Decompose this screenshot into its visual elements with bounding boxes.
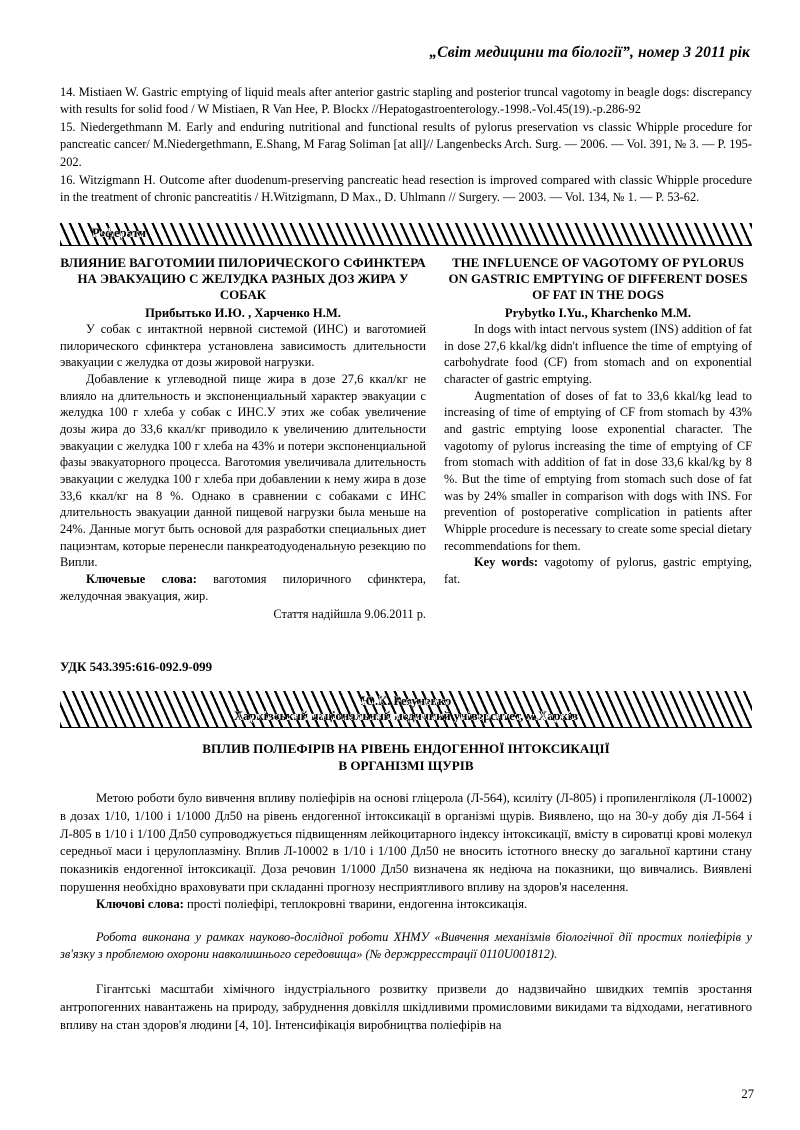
keywords-label: Ключевые слова: bbox=[86, 572, 197, 587]
article1-authors-en: Prybytko I.Yu., Kharchenko M.M. bbox=[504, 305, 692, 320]
article2-affiliation: Харківський національний медичний університет, м.Харків bbox=[233, 709, 579, 724]
page-number: 27 bbox=[741, 1087, 754, 1101]
article1-authors-ru: Прибытько И.Ю. , Харченко Н.М. bbox=[145, 305, 341, 320]
keywords-ru bbox=[60, 571, 426, 604]
article2-introduction: Гігантські масштаби хімічного індустріального розвитку призвели до надзвичайно швидких темпів зростання антропогенних навантажень на природу, забруднення довкілля шкідливими промисловими викидами та відходами, негативного впливу на стан здоров'я людини [4, 10]. Інтенсифікація виробництва поліефірів на bbox=[60, 982, 752, 1032]
article2-abstract: Метою роботи було вивчення впливу поліефірів на основі гліцерола (Л-564), ксиліту (Л-805) і пропиленгліколя (Л-10002) в дозах 1/10, 1/100 і 1/1000 Дл50 на рівень ендогенної інтоксикації в організмі щурів. Виявлено, що на 30-у добу дія Л-564 і Л-805 в 1/10 і 1/100 Дл50 супроводжується підвищенням лейкоцитарного індексу інтоксикації, вмісту в сироватці крові молекул середньої маси і церулоплазміну. Вплив Л-10002 в 1/10 і 1/100 Дл50 не вносить істотного внеску до загальної картини стану показників ендогенної інтоксикації. Доза речовин 1/1000 Дл50 визначена як недіюча на показники, що вивчались. Виявлені порушення необхідно враховувати при складанні прогнозу несприятливого впливу на здоров'я населення. bbox=[60, 791, 752, 894]
keywords-text: ваготомия пилоричного сфинктера, желудочная эвакуация, жир. bbox=[60, 572, 426, 603]
section-banner-abstracts bbox=[60, 223, 752, 246]
running-head: „Світ медицини та біології”, номер 3 2011 рік bbox=[429, 44, 750, 61]
reference-item: 15. Niedergethmann M. Early and enduring nutritional and functional results of pylorus preservation vs classic Whipple procedure for pancreatic cancer/ M.Niedergethmann, E.Shang, M Farag Soliman [at all]// Langenbecks Arch. Surg. — 2006. — Vol. 391, № 3. — P. 195-202. bbox=[60, 119, 752, 170]
funding-note: Робота виконана у рамках науково-дослідної роботи ХНМУ «Вивчення механізмів біологічної дії простих поліефірів у зв'язку з проблемою охорони навколишнього середовища» (№ держрресстрації 0110U001812). bbox=[60, 929, 752, 962]
article2-title-line2: В ОРГАНІЗМІ ЩУРІВ bbox=[338, 758, 474, 774]
article1-title-en: THE INFLUENCE OF VAGOTOMY OF PYLORUS ON GASTRIC EMPTYING OF DIFFERENT DOSES OF FAT IN THE DOGS bbox=[448, 255, 748, 303]
banner-author-block bbox=[60, 691, 752, 727]
reference-item: 14. Mistiaen W. Gastric emptying of liquid meals after anterior gastric stapling and posterior truncal vagotomy in beagle dogs: discrepancy with results for solid food / W Mistiaen, R Van Hee, P. Blockx //Hepatogastroenterology.-1998.-Vol.45(19).-p.286-92 bbox=[60, 84, 752, 117]
keywords-text: прості поліефірі, теплокровні тварини, ендогенна інтоксикація. bbox=[183, 897, 528, 912]
abstract-paragraph: In dogs with intact nervous system (INS) addition of fat in dose 27,6 kkal/kg didn't influence the time of emptying of carbohydrate food (CF) from stomach and on exponential character of gastric emptying. bbox=[444, 321, 752, 386]
article2-title-line1: ВПЛИВ ПОЛІЕФІРІВ НА РІВЕНЬ ЕНДОГЕННОЇ ІНТОКСИКАЦІЇ bbox=[202, 741, 610, 757]
keywords-text: vagotomy of pylorus, gastric emptying, fat. bbox=[444, 555, 752, 587]
received-date: Стаття надійшла 9.06.2011 р. bbox=[273, 607, 426, 622]
keywords-label: Key words: bbox=[474, 555, 538, 570]
udc-code: УДК 543.395:616-092.9-099 bbox=[60, 660, 213, 675]
banner-label-wrap bbox=[60, 223, 752, 245]
section-banner-article2 bbox=[60, 691, 752, 728]
abstract-two-column bbox=[60, 255, 752, 623]
page-content bbox=[60, 0, 752, 1035]
keywords-en bbox=[444, 554, 752, 587]
keywords-label: Ключові слова: bbox=[96, 897, 184, 912]
abstract-column-russian bbox=[60, 255, 426, 623]
article1-title-ru: ВЛИЯНИЕ ВАГОТОМИИ ПИЛОРИЧЕСКОГО СФИНКТЕРА НА ЭВАКУАЦИЮ С ЖЕЛУДКА РАЗНЫХ ДОЗ ЖИРА У СОБАК bbox=[60, 255, 426, 303]
article2-title bbox=[60, 740, 752, 774]
abstract-column-english bbox=[444, 255, 752, 623]
abstract-paragraph: У собак с интактной нервной системой (ИНС) и ваготомией пилорического сфинктера установлена зависимость длительности эвакуации с желудка от дозы жировой нагрузки. bbox=[60, 321, 426, 370]
article2-author: Ю.К. Резуненко bbox=[360, 694, 452, 709]
section-banner-label: Реферати bbox=[92, 226, 146, 241]
reference-list bbox=[60, 84, 752, 207]
reference-item: 16. Witzigmann H. Outcome after duodenum-preserving pancreatic head resection is improved compared with classic Whipple procedure in the treatment of chronic pancreatitis / H.Witzigmann, D Max., D. Uhlmann // Surgery. — 2003. — Vol. 134, № 1. — P. 53-62. bbox=[60, 172, 752, 205]
abstract-paragraph: Augmentation of doses of fat to 33,6 kkal/kg lead to increasing of time of emptying of CF from stomach by 43% and gastric emptying loose exponential character. The vagotomy of pylorus increasing the time of emptying of CF from stomach with addition of fat in dose 33,6 kkal/kg by 8 %. But the time of emptying from stomach such dose of fat was by 24% smaller in comparison with dogs with INS. For prevention of postoperative complication in patients after Whipple procedure is necessary to create some special dietary recommendations for them. bbox=[444, 388, 752, 553]
abstract-paragraph: Добавление к углеводной пище жира в дозе 27,6 ккал/кг не влияло на длительность и экспоненциальный характер эвакуации с желудка 100 г хлеба у собак с ИНС.У этих же собак увеличение дозы жира до 33,6 ккал/кг приводило к увеличению длительности эвакуации с желудка 100 г хлеба на 43% и потери экспоненциальной фазы эвакуаторного процесса. Ваготомия увеличивала длительность эвакуации с желудка 100 г хлеба при добавлении к нему жира в дозе 33,6 ккал/кг на 8 %. Однако в сравнении с собаками с ИНС длительность эвакуации данной пищевой нагрузки была меньше на 24%. Данные могут быть основой для разработки специальных диет пациэнтам, которые перенесли панкреатодуоденальную резекцию по Випли. bbox=[60, 371, 426, 570]
article2-keywords bbox=[60, 896, 752, 914]
